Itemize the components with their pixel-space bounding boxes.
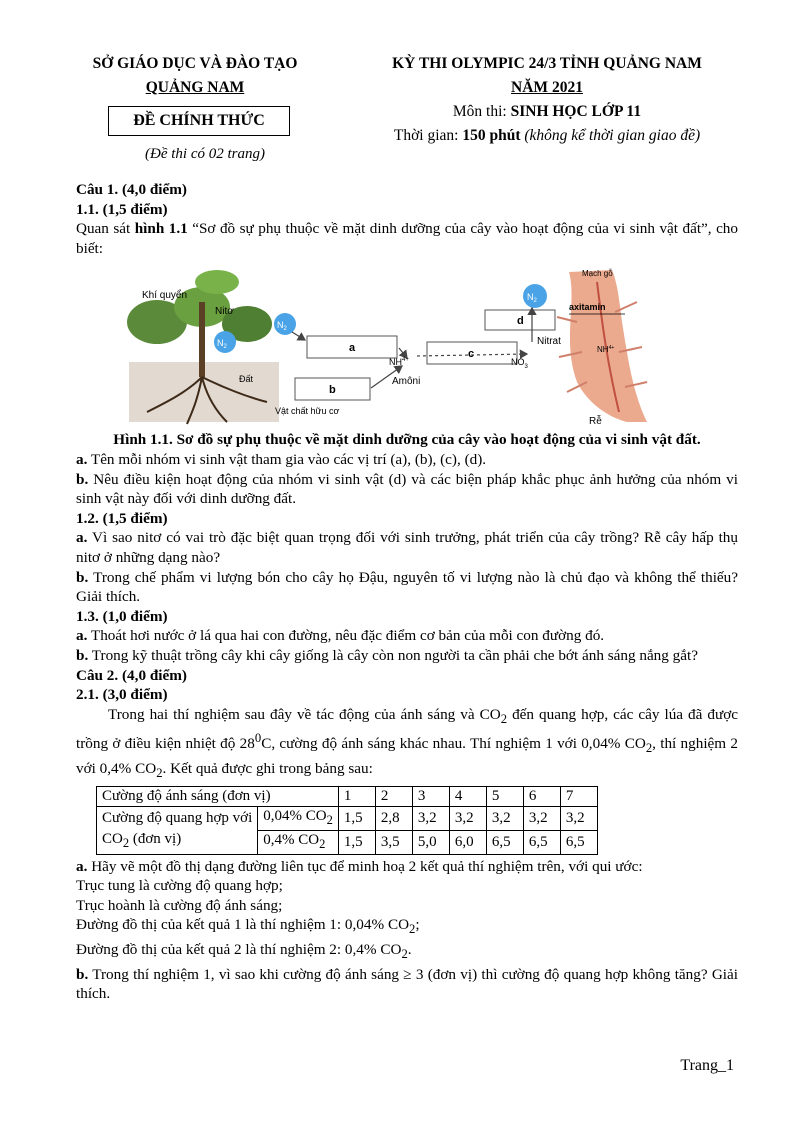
svg-text:NH4+: $NH^{4+}$ (597, 345, 615, 355)
question-1-3-a: a. Thoát hơi nước ở lá qua hai con đường, nêu đặc điểm cơ bản của mỗi con đường đó. (76, 627, 605, 645)
province-name: QUẢNG NAM (145, 79, 245, 96)
exam-name: KỲ THI OLYMPIC 24/3 TỈNH QUẢNG NAM (392, 55, 702, 72)
page-number: Trang_1 (680, 1057, 734, 1074)
svg-text:N2: $N_2$ (217, 338, 227, 351)
svg-text:d: d (517, 315, 524, 328)
rule-line-1: Đường đồ thị của kết quả 1 là thí nghiệm 1: 0,04% $CO_2$; (76, 916, 420, 937)
label-organic-matter: Vật chất hữu cơ (275, 406, 340, 417)
label-ammonium: Amôni (392, 376, 421, 388)
question-1-2-a: a. Vì sao nitơ có vai trò đặc biệt quan trọng đối với sinh trưởng, phát triển của cây trồng? Rễ cây hấp thụ nitơ ở những dạng nào? (76, 529, 738, 566)
question-2-title: Câu 2. (4,0 điểm) (76, 666, 187, 684)
section-2-1-paragraph: Trong hai thí nghiệm sau đây về tác động của ánh sáng và $CO_2$ đến quang hợp, các cây lúa đã được trồng ở điều kiện nhiệt độ $28^0C$, cường độ ánh sáng khác nhau. Thí nghiệm 1 với 0,04% $CO_2$, thí nghiệm 2 với 0,4% $CO_2$. Kết quả được ghi trong bảng sau: (76, 705, 738, 781)
time-value: 150 phút (462, 127, 521, 144)
label-root: Rễ (589, 416, 602, 428)
question-2-1-b: b. Trong thí nghiệm 1, vì sao khi cường độ ánh sáng ≥ 3 (đơn vị) thì cường độ quang hợp không tăng? Giải thích. (76, 965, 738, 1003)
table-row: $CO_2$ (đơn vị) 0,4% $CO_2$ 1,5 3,5 5,0 6,0 6,5 6,5 6,5 (97, 830, 598, 854)
photosynthesis-table (96, 786, 598, 855)
time-note: (không kể thời gian giao đề) (520, 127, 701, 144)
label-nitrate: Nitrat (537, 336, 561, 348)
svg-text:N2: $N_2$ (277, 320, 287, 333)
section-1-3-title: 1.3. (1,0 điểm) (76, 607, 168, 625)
table-row: Cường độ quang hợp với 0,04% $CO_2$ 1,5 2,8 3,2 3,2 3,2 3,2 3,2 (97, 806, 598, 830)
svg-text:c: c (468, 348, 475, 361)
department-name: SỞ GIÁO DỤC VÀ ĐÀO TẠO (92, 55, 298, 72)
section-2-1-title: 2.1. (3,0 điểm) (76, 686, 168, 704)
table-row: Cường độ ánh sáng (đơn vị) 1 2 3 4 5 6 7 (97, 786, 598, 806)
svg-text:NO3: $NO_3$ (511, 357, 528, 371)
question-1-1-a: a. Tên mỗi nhóm vi sinh vật tham gia vào các vị trí (a), (b), (c), (d). (76, 450, 487, 468)
label-atmosphere: Khí quyển (142, 290, 188, 302)
svg-text:b: b (329, 384, 336, 397)
exam-year: NĂM 2021 (511, 79, 583, 96)
label-xylem: Mạch gỗ (582, 269, 613, 279)
label-soil: Đất (239, 374, 254, 385)
subject-value: SINH HỌC LỚP 11 (510, 103, 642, 120)
question-1-title: Câu 1. (4,0 điểm) (76, 181, 187, 198)
department-header (70, 52, 320, 100)
exam-body (76, 180, 738, 1004)
rule-line-2: Đường đồ thị của kết quả 2 là thí nghiệm 2: 0,4% $CO_2$. (76, 941, 412, 962)
svg-text:N2: $N_2$ (527, 292, 537, 305)
pages-note: (Đề thi có 02 trang) (145, 146, 265, 162)
question-1-3-b: b. Trong kỹ thuật trồng cây khi cây giống là cây còn non người ta cần phải che bớt ánh sáng nắng gắt? (76, 646, 698, 664)
label-amino-acid: axitamin (569, 302, 606, 313)
section-1-2-title: 1.2. (1,5 điểm) (76, 509, 168, 527)
rule-x-axis: Trục hoành là cường độ ánh sáng; (76, 896, 283, 914)
subject-line: Môn thi: SINH HỌC LỚP 11 (452, 103, 642, 120)
question-2-1-a: a. Hãy vẽ một đồ thị dạng đường liên tục để minh hoạ 2 kết quả thí nghiệm trên, với qui ước: (76, 857, 643, 875)
question-1-1-b: b. Nêu điều kiện hoạt động của nhóm vi sinh vật (d) và các biện pháp khắc phục ảnh hưởng của nhóm vi sinh vật này đối với dinh dưỡng đất. (76, 470, 738, 508)
nitrogen-cycle-diagram (107, 262, 707, 430)
label-nitrogen: Nitơ (215, 306, 234, 318)
section-1-1-intro: Quan sát hình 1.1 “Sơ đồ sự phụ thuộc về mặt dinh dưỡng của cây vào hoạt động của vi sinh vật đất”, cho biết: (76, 220, 738, 257)
svg-text:a: a (349, 342, 356, 355)
svg-text:NH4+: $NH^{4+}$ (389, 357, 409, 368)
rule-y-axis: Trục tung là cường độ quang hợp; (76, 877, 283, 895)
figure-caption: Hình 1.1. Sơ đồ sự phụ thuộc về mặt dinh dưỡng của cây vào hoạt động của vi sinh vật đất. (113, 431, 701, 449)
official-exam-box: ĐỀ CHÍNH THỨC (108, 106, 290, 136)
question-1-2-b: b. Trong chế phẩm vi lượng bón cho cây họ Đậu, nguyên tố vi lượng nào là chủ đạo và không thể thiếu? Giải thích. (76, 568, 738, 606)
section-1-1-title: 1.1. (1,5 điểm) (76, 200, 168, 218)
time-line: Thời gian: 150 phút (không kể thời gian giao đề) (393, 127, 701, 144)
exam-header (352, 52, 742, 148)
